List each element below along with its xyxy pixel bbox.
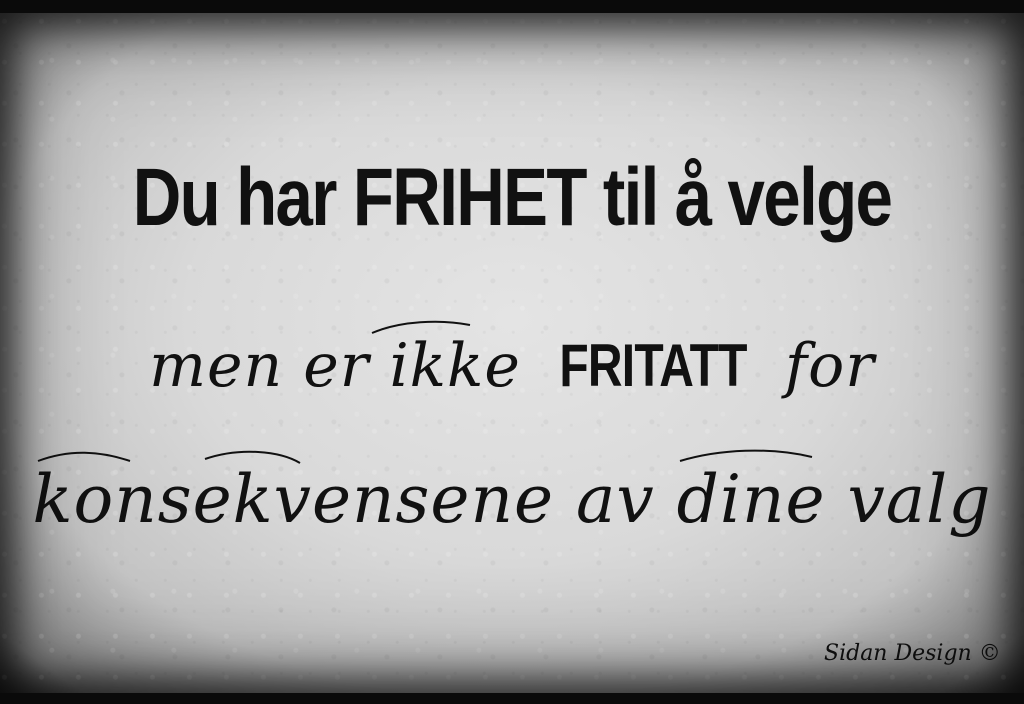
quote-line-2-emphasis: FRITATT xyxy=(559,332,747,399)
quote-line-1 xyxy=(92,151,932,245)
quote-line-1-start: Du har xyxy=(132,152,336,243)
quote-line-1-end: til å velge xyxy=(602,152,892,243)
quote-poster xyxy=(0,13,1024,693)
quote-line-2 xyxy=(0,331,1024,401)
quote-line-2-start: men er ikke xyxy=(149,331,521,401)
quote-line-2-end: for xyxy=(784,331,875,401)
designer-signature: Sidan Design © xyxy=(824,641,1001,666)
quote-line-1-emphasis: FRIHET xyxy=(352,152,586,243)
quote-line-3: konsekvensene av dine valg xyxy=(32,461,992,538)
